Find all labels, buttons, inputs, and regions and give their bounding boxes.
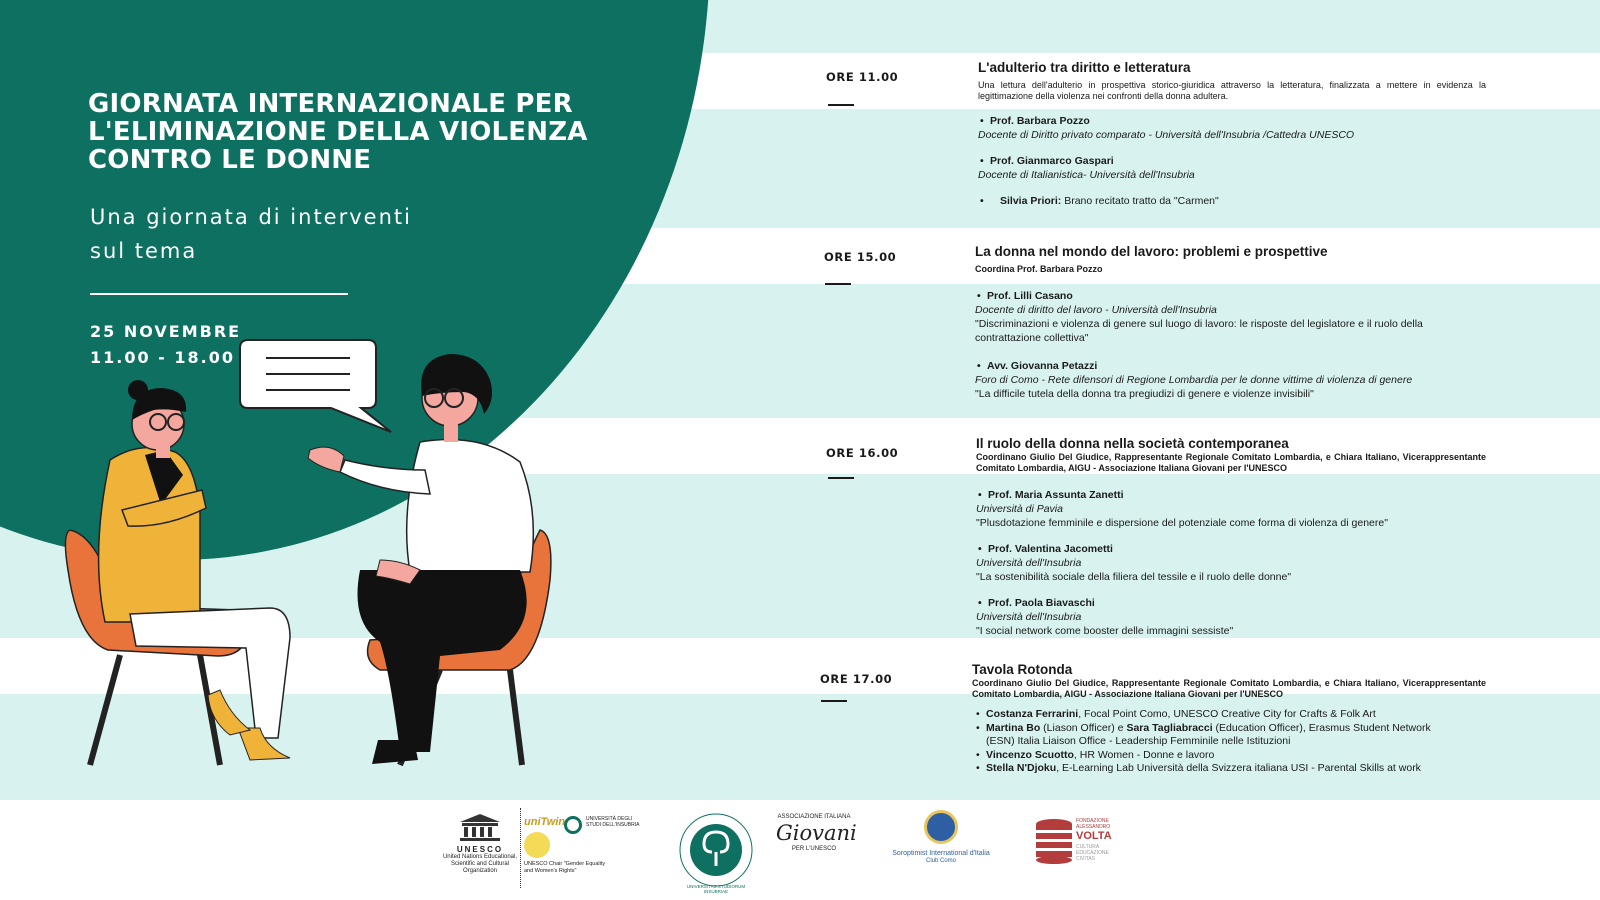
time-label: ORE 15.00 [824, 250, 897, 264]
insubria-seal-logo [676, 806, 756, 892]
speaker-role: Università di Pavia [976, 503, 1063, 515]
session-title: La donna nel mondo del lavoro: problemi e prospettive [975, 244, 1328, 259]
time-label: ORE 11.00 [826, 70, 899, 84]
speaker-role: Università dell'Insubria [976, 557, 1082, 569]
session-block [972, 662, 1486, 776]
unitwin-sun-icon [524, 832, 550, 858]
participant-text: , Focal Point Como, UNESCO Creative City for Crafts & Folk Art [1078, 708, 1376, 720]
speaker-role: Docente di Diritto privato comparato - Università dell'Insubria /Cattedra UNESCO [978, 129, 1355, 141]
speaker-name: • Prof. Maria Assunta Zanetti [976, 488, 1486, 502]
time-label: ORE 17.00 [820, 672, 893, 686]
session-coordinator: Coordina Prof. Barbara Pozzo [975, 264, 1103, 274]
volta-top: FONDAZIONE ALESSANDRO [1076, 818, 1111, 830]
participant-name: Vincenzo Scuotto [986, 748, 1074, 761]
session-title: Tavola Rotonda [972, 662, 1073, 677]
unesco-word: UNESCO [456, 845, 504, 854]
participant-name: Costanza Ferrarini [986, 708, 1079, 720]
session-block [975, 244, 1487, 401]
speaker-role: Docente di Italianistica- Università dell'Insubria [978, 169, 1195, 181]
list-item [972, 708, 1462, 722]
speaker-name: • Avv. Giovanna Petazzi [975, 359, 1487, 373]
speaker [978, 154, 1486, 182]
unesco-caption: United Nations Educational, Scientific and Cultural Organization [442, 854, 518, 874]
date-day: 25 NOVEMBRE [90, 322, 242, 341]
time-label: ORE 16.00 [826, 446, 899, 460]
speaker [976, 596, 1486, 638]
session-coordinator: Coordinano Giulio Del Giudice, Rappresentante Regionale Comitato Lombardia, e Chiara Italiano, Vicerappresentante Comitato Lombardia, AIGU - Associazione Italiana Giovani per l'UNESCO [976, 452, 1486, 473]
aigu-bottom: PER L'UNESCO [791, 846, 837, 852]
speaker [976, 488, 1486, 530]
session-block [978, 60, 1486, 208]
soroptimist-emblem-icon [924, 810, 958, 844]
speaker-name: • Prof. Gianmarco Gaspari [978, 154, 1486, 168]
session-description: Una lettura dell'adulterio in prospettiva storico-giuridica attraverso la letteratura, finalizzata a mettere in evidenza la legittimazione della violenza nei confronti della donna adultera. [978, 80, 1486, 101]
volta-main: VOLTA [1076, 830, 1112, 842]
speaker-name: Silvia Priori: [1000, 195, 1062, 207]
soroptimist-logo [878, 810, 1004, 865]
session-title: Il ruolo della donna nella società contemporanea [976, 436, 1289, 451]
speaker-name: • Prof. Barbara Pozzo [978, 114, 1486, 128]
time-underline [825, 283, 851, 285]
chair-caption: UNESCO Chair "Gender Equality and Women's Rights" [524, 861, 606, 874]
event-title: GIORNATA INTERNAZIONALE PER L'ELIMINAZIONE DELLA VIOLENZA CONTRO LE DONNE [88, 89, 588, 175]
soroptimist-sub: Club Como [925, 858, 956, 864]
date-hours: 11.00 - 18.00 [90, 348, 235, 367]
aigu-top: ASSOCIAZIONE ITALIANA [777, 814, 851, 820]
roundtable-list [972, 708, 1462, 776]
separator [520, 808, 521, 888]
speaker-talk: "Discriminazioni e violenza di genere sul luogo di lavoro: le risposte del legislatore e il ruolo della contrattazione collettiva" [975, 318, 1423, 344]
speaker-talk: "La sostenibilità sociale della filiera del tessile e il ruolo delle donne" [976, 571, 1292, 583]
speaker [976, 542, 1486, 584]
speaker-line [978, 194, 1486, 208]
session-title: L'adulterio tra diritto e letteratura [978, 60, 1191, 75]
speaker-role: Docente di diritto del lavoro - Università dell'Insubria [975, 304, 1217, 316]
participant-name: Stella N'Djoku [986, 762, 1057, 775]
time-underline [828, 104, 854, 106]
participant-text: , HR Women - Donne e lavoro [1073, 748, 1215, 761]
volta-stack-icon [1034, 816, 1074, 866]
volta-logo [1034, 816, 1118, 876]
participant-name: Martina Bo [986, 721, 1041, 734]
soroptimist-name: Soroptimist International d'Italia [892, 850, 990, 857]
unitwin-logo [524, 816, 644, 874]
session-coordinator: Coordinano Giulio Del Giudice, Rappresentante Regionale Comitato Lombardia, e Chiara Italiano, Vicerappresentante Comitato Lombardia, AIGU - Associazione Italiana Giovani per l'UNESCO [972, 678, 1486, 699]
speaker-name: • Prof. Valentina Jacometti [976, 542, 1486, 556]
aigu-logo [776, 814, 857, 853]
participant-text: (Education Officer), Erasmus Student Network (ESN) Italia Liaison Office - Leadership Femminile nelle Istituzioni [986, 721, 1431, 748]
speaker-name: • Prof. Lilli Casano [975, 289, 1487, 303]
speaker-talk: "La difficile tutela della donna tra pregiudizi di genere e violenze invisibili" [975, 388, 1314, 400]
woman-left [99, 380, 290, 760]
unesco-logo [440, 812, 520, 875]
speaker [978, 114, 1486, 142]
speaker-talk: "Plusdotazione femminile e dispersione del potenziale come forma di violenza di genere" [976, 517, 1388, 529]
time-underline [821, 700, 847, 702]
man-right [308, 354, 533, 764]
divider [90, 293, 348, 295]
insubria-circle-icon [564, 816, 582, 834]
unitwin-word: uniTwin [524, 816, 566, 828]
session-block [976, 436, 1486, 638]
speech-bubble-icon [240, 340, 391, 432]
speaker-text: Brano recitato tratto da "Carmen" [1064, 195, 1219, 207]
insubria-small: UNIVERSITÀ DEGLI STUDI DELL'INSUBRIA [586, 816, 640, 828]
volta-sub: CULTURA EDUCAZIONE CIVITAS [1076, 844, 1109, 862]
speaker [978, 194, 1486, 208]
speaker-role: Foro di Como - Rete difensori di Regione Lombardia per le donne vittime di violenza di genere [975, 374, 1413, 386]
list-item [972, 762, 1462, 776]
speaker-role: Università dell'Insubria [976, 611, 1082, 623]
unesco-temple-icon [458, 812, 502, 842]
footer-logos [0, 800, 1600, 900]
time-underline [828, 477, 854, 479]
event-subtitle: Una giornata di interventi sul tema [90, 205, 412, 263]
participant-name: Sara Tagliabracci [1126, 721, 1213, 734]
speaker [975, 289, 1487, 345]
speaker-talk: "I social network come booster delle immagini sessiste" [976, 625, 1234, 637]
list-item [972, 722, 1462, 749]
seal-text: UNIVERSITAS STUDIORUM INSUBRIAE [686, 884, 746, 894]
participant-text: , E-Learning Lab Università della Svizzera italiana USI - Parental Skills at work [1056, 762, 1421, 775]
participant-text: (Liason Officer) e [1040, 721, 1127, 734]
aigu-main: Giovani [776, 821, 857, 845]
conversation-illustration [60, 330, 580, 800]
speaker-name: • Prof. Paola Biavaschi [976, 596, 1486, 610]
speaker [975, 359, 1487, 401]
list-item [972, 749, 1462, 763]
